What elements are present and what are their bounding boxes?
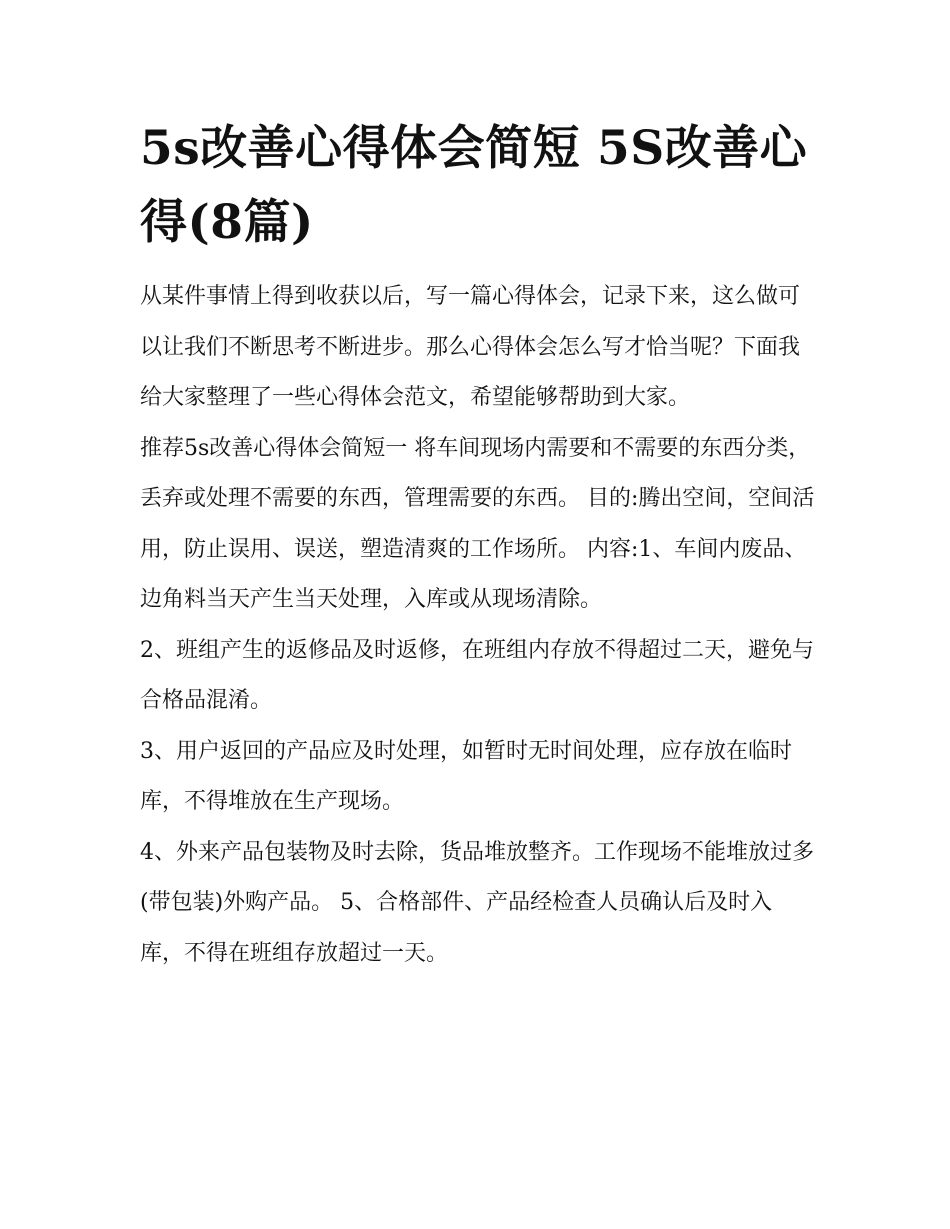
paragraph-recommend-one: 推荐5s改善心得体会简短一 将车间现场内需要和不需要的东西分类，丢弃或处理不需要的东西，管理需要的东西。 目的:腾出空间，空间活用，防止误用、误送，塑造清爽的工作场所。 内容:1、车间内废品、边角料当天产生当天处理，入库或从现场清除。	[140, 435, 815, 612]
document-title: 5s改善心得体会简短 5S改善心得(8篇)	[140, 121, 808, 250]
document-page	[140, 112, 816, 979]
document-body	[140, 272, 816, 979]
paragraph-item-4-5: 4、外来产品包装物及时去除，货品堆放整齐。工作现场不能堆放过多(带包装)外购产品。 5、合格部件、产品经检查人员确认后及时入库，不得在班组存放超过一天。	[140, 839, 814, 966]
paragraph-intro: 从某件事情上得到收获以后，写一篇心得体会，记录下来，这么做可以让我们不断思考不断进步。那么心得体会怎么写才恰当呢？下面我给大家整理了一些心得体会范文，希望能够帮助到大家。	[140, 284, 801, 410]
paragraph-item-2: 2、班组产生的返修品及时返修，在班组内存放不得超过二天，避免与合格品混淆。	[140, 637, 814, 713]
paragraph-item-3: 3、用户返回的产品应及时处理，如暂时无时间处理，应存放在临时库，不得堆放在生产现场。	[140, 738, 792, 814]
